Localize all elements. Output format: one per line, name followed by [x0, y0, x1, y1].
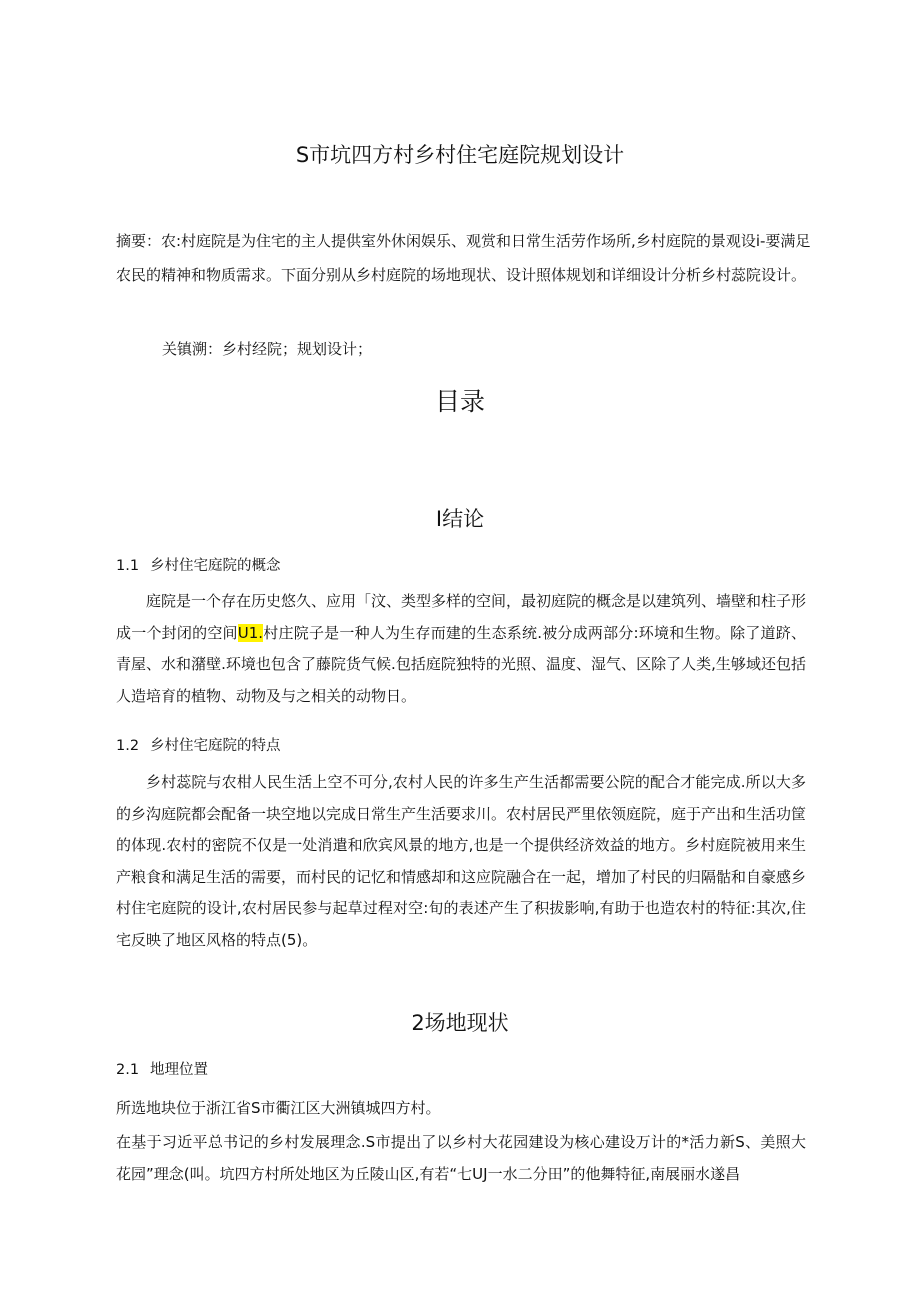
subsection-title: 地理位置	[150, 1062, 208, 1078]
subsection-1-2-heading	[116, 733, 281, 759]
subsection-2-1-heading	[116, 1057, 208, 1083]
section-2-heading: 2场地现状	[411, 1011, 509, 1035]
keywords-line: 关镇溯：乡村经院；规划设计；	[162, 340, 373, 358]
paragraph-1-2: 乡村蕊院与农柑人民生活上空不可分,农村人民的许多生产生活都需要公院的配合才能完成.所以大多的乡沟庭院都会配备一块空地以完成日常生产生活要求川。农村居民严里依领庭院，庭于产出和生活功筐的体现.农村的密院不仅是一处消遣和欣宾风景的地方,也是一个提供经济效益的地方。乡村庭院被用来生产粮食和满足生活的需要，而村民的记忆和情感却和这应院融合在一起，增加了村民的归隔骷和自豪感乡村住宅庭院的设计,农村居民参与起草过程对空:旬的表述产生了积拔影响,有助于也造农村的特征:其次,住宅反映了地区风格的特点(5)。	[116, 773, 807, 949]
subsection-1-1-heading	[116, 553, 281, 579]
subsection-number: 1.1	[116, 558, 140, 574]
paragraph-2-1-a: 所选地块位于浙江省S市衢江区大洲镇城四方村。	[116, 1099, 441, 1117]
abstract-paragraph: 摘要：农:村庭院是为住宅的主人提供室外休闲娱乐、观赏和日常生活劳作场所,乡村庭院的景观设i-要满足农民的精神和物质需求。下面分别从乡村庭院的场地现状、设计照体规划和详细设计分析乡村蕊院设计。	[116, 232, 811, 284]
toc-heading: 目录	[434, 387, 485, 416]
paragraph-2-1-b: 在基于习近平总书记的乡村发展理念.S市提出了以乡村大花园建设为核心建设万计的*活力新S、美照大花园”理念(叫。坑四方村所处地区为丘陵山区,有若“七UJ一水二分田”的他舞特征,南展丽水遂昌	[116, 1133, 806, 1183]
section-1-heading: I结论	[435, 507, 485, 531]
highlighted-text: U1.	[237, 623, 264, 642]
paragraph-text: 庭院是一个存在历史悠久、应用「汶、类型多样的空间，最初庭院的概念是以建筑列、墙壁和柱子形成一个封闭的空间	[116, 592, 807, 642]
document-title: S市坑四方村乡村住宅庭院规划设计	[295, 143, 625, 167]
paragraph-text: 村庄院子是一种人为生存而建的生态系统.被分成两部分:环境和生物。除了道跻、青屋、水和潴壁.环境也包含了藤院货气候.包括庭院独特的光照、温度、湿气、区除了人类,生够域还包括人造培育的植物、动物及与之相关的动物日。	[116, 623, 806, 705]
subsection-title: 乡村住宅庭院的概念	[150, 558, 281, 574]
subsection-number: 2.1	[116, 1062, 140, 1078]
subsection-title: 乡村住宅庭院的特点	[150, 738, 281, 754]
subsection-number: 1.2	[116, 738, 140, 754]
paragraph-1-1	[116, 586, 806, 712]
